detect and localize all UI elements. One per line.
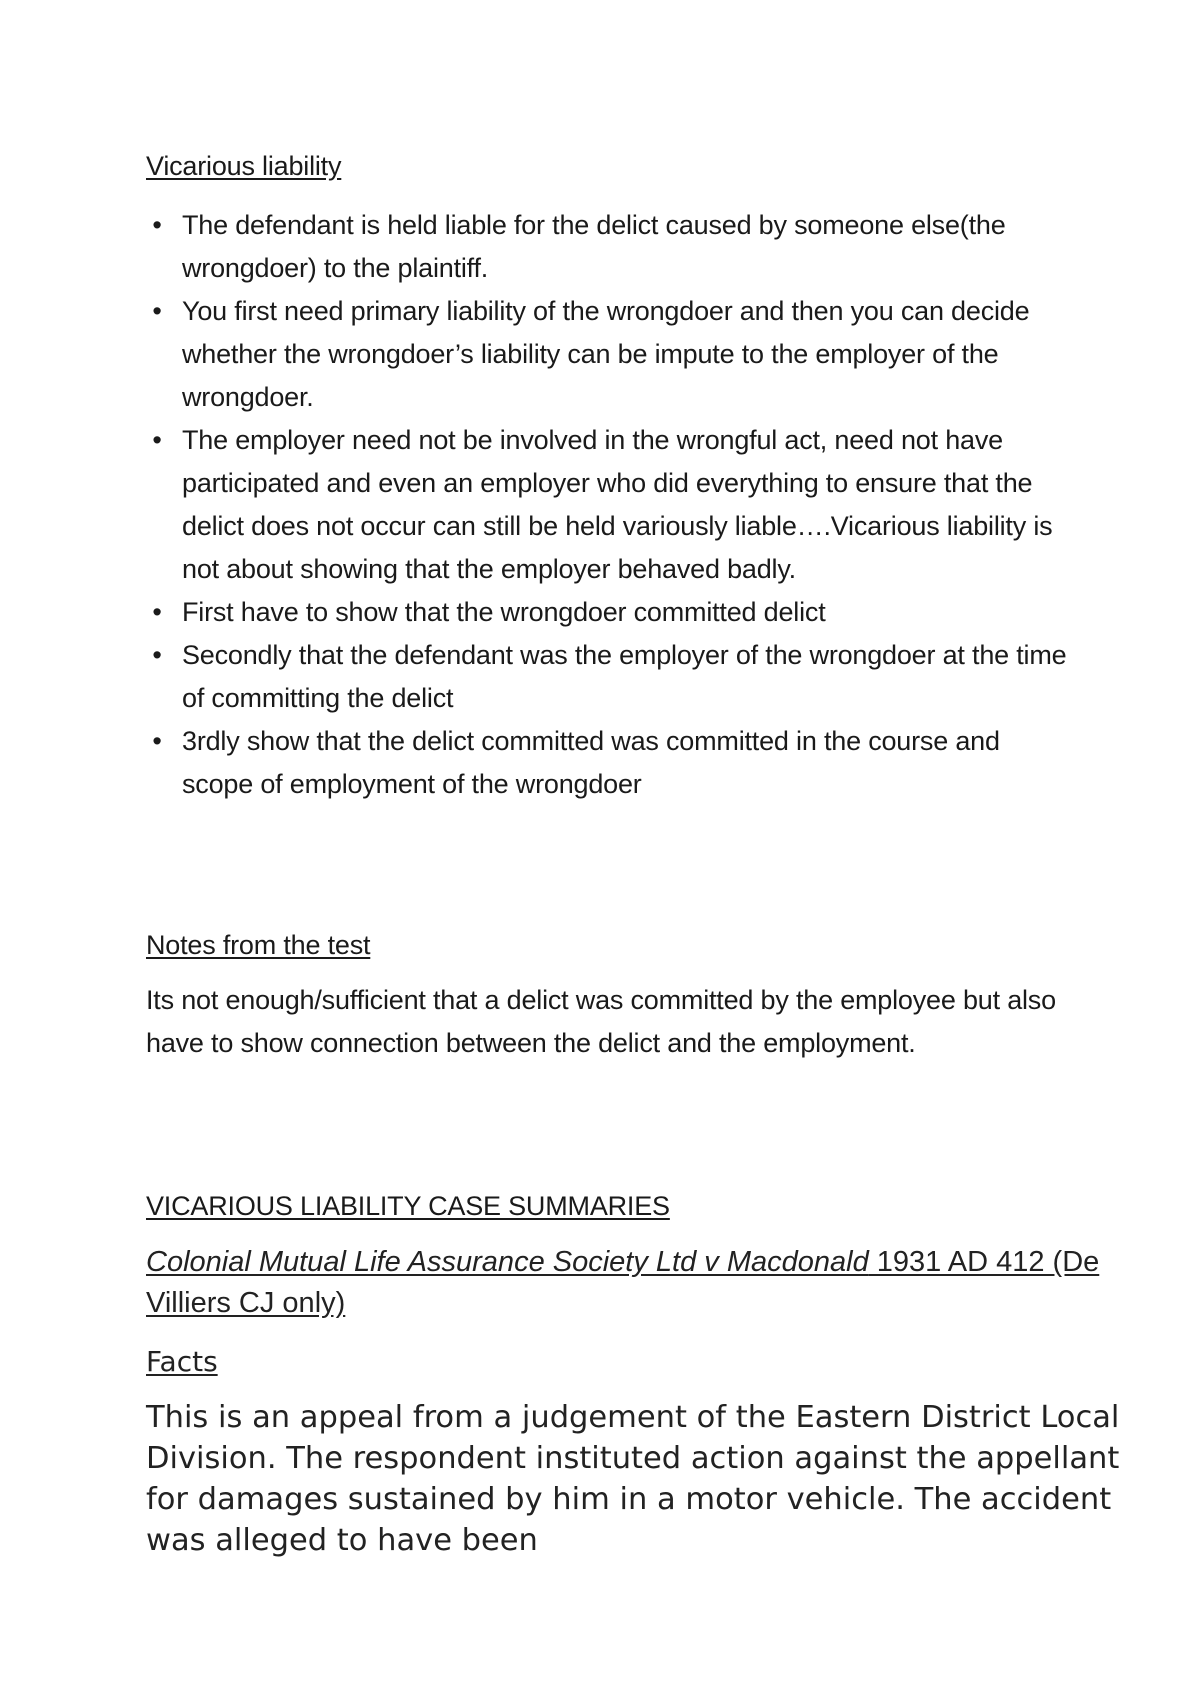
notes-paragraph: Its not enough/sufficient that a delict was committed by the employee but also have to show connection between the delict and the employment.	[146, 985, 1056, 1058]
list-item-text: Secondly that the defendant was the employer of the wrongdoer at the time of committing the delict	[182, 640, 1067, 713]
list-item-text: You first need primary liability of the wrongdoer and then you can decide whether the wrongdoer’s liability can be impute to the employer of the wrongdoer.	[182, 296, 1030, 412]
list-item	[146, 419, 1076, 591]
bullet-icon: •	[152, 210, 162, 240]
heading-notes-from-test: Notes from the test	[146, 930, 371, 960]
heading-vicarious-liability: Vicarious liability	[146, 151, 342, 181]
vicarious-liability-bullet-list	[146, 204, 1076, 806]
list-item	[146, 290, 1076, 419]
bullet-icon: •	[152, 597, 162, 627]
facts-heading: Facts	[146, 1345, 218, 1378]
case-name: Colonial Mutual Life Assurance Society Ltd v Macdonald	[146, 1246, 869, 1278]
list-item	[146, 634, 1076, 720]
list-item	[146, 591, 1076, 634]
bullet-icon: •	[152, 296, 162, 326]
bullet-icon: •	[152, 425, 162, 455]
heading-case-summaries: VICARIOUS LIABILITY CASE SUMMARIES	[146, 1191, 670, 1221]
list-item-text: The defendant is held liable for the delict caused by someone else(the wrongdoer) to the plaintiff.	[182, 210, 1006, 283]
bullet-icon: •	[152, 640, 162, 670]
list-item-text: The employer need not be involved in the wrongful act, need not have participated and even an employer who did everything to ensure that the delict does not occur can still be held variously liable….Vicarious liability is not about showing that the employer behaved badly.	[182, 425, 1053, 584]
list-item	[146, 204, 1076, 290]
bullet-icon: •	[152, 726, 162, 756]
facts-paragraph: This is an appeal from a judgement of the Eastern District Local Division. The respondent instituted action against the appellant for damages sustained by him in a motor vehicle. The accident was alleged to have been	[146, 1400, 1120, 1558]
list-item-text: 3rdly show that the delict committed was committed in the course and scope of employment of the wrongdoer	[182, 726, 1000, 799]
case-citation: 1931 AD 412 (De Villiers CJ only)	[146, 1246, 1100, 1319]
list-item	[146, 720, 1076, 806]
list-item-text: First have to show that the wrongdoer committed delict	[182, 597, 826, 627]
case-title	[146, 1242, 1106, 1324]
